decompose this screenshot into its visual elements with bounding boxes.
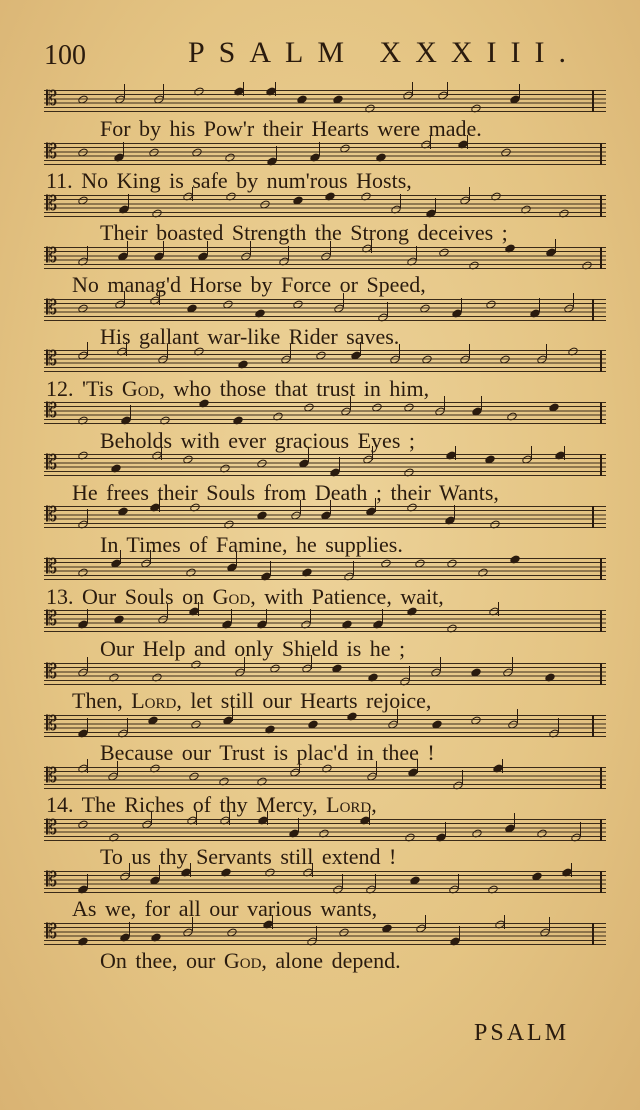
note-stem xyxy=(539,298,540,312)
lyric-line xyxy=(72,688,431,714)
page-number: 100 xyxy=(44,40,86,71)
music-note-icon xyxy=(487,884,499,895)
clef-icon: 𝄡 xyxy=(46,193,58,215)
note-stem xyxy=(382,609,383,623)
music-note-icon xyxy=(409,876,421,887)
divine-name: Lord xyxy=(326,792,372,817)
music-note-icon xyxy=(484,454,496,465)
music-note-icon xyxy=(419,304,431,315)
note-stem xyxy=(555,239,556,253)
verse-text: Our Help and only Shield is he ; xyxy=(100,636,406,661)
music-note-icon xyxy=(303,402,315,413)
music-note-icon xyxy=(403,467,415,478)
note-stem xyxy=(127,718,128,732)
music-note-icon xyxy=(159,415,171,426)
note-stem xyxy=(416,246,417,260)
note-stem xyxy=(469,344,470,358)
verse-text: 'Tis xyxy=(82,376,122,401)
bar-line xyxy=(600,767,602,789)
music-note-icon xyxy=(470,668,482,679)
music-note-icon xyxy=(431,720,443,731)
bar-line xyxy=(600,247,602,269)
divine-name: God xyxy=(121,376,160,401)
lyric-line xyxy=(72,272,426,298)
music-note-icon xyxy=(489,519,501,530)
note-stem xyxy=(459,926,460,940)
clef-icon: 𝄡 xyxy=(46,661,58,683)
music-note-icon xyxy=(151,672,163,683)
verse-text: In Times of Famine, he supplies. xyxy=(100,532,403,557)
note-stem xyxy=(504,915,505,929)
music-note-icon xyxy=(490,191,502,202)
note-stem xyxy=(87,609,88,623)
clef-icon: 𝄡 xyxy=(46,348,58,370)
music-note-icon xyxy=(77,936,89,947)
music-note-icon xyxy=(110,463,122,474)
music-note-icon xyxy=(226,928,238,939)
divine-name: God xyxy=(212,584,251,609)
music-note-icon xyxy=(269,663,281,674)
music-staff xyxy=(44,506,606,528)
clef-icon: 𝄡 xyxy=(46,921,58,943)
music-note-icon xyxy=(218,776,230,787)
verse-number: 13. xyxy=(46,584,74,609)
clef-icon: 𝄡 xyxy=(46,713,58,735)
music-note-icon xyxy=(148,148,160,159)
bar-line xyxy=(600,558,602,580)
music-note-icon xyxy=(364,103,376,114)
lyric-line xyxy=(100,948,401,974)
music-note-icon xyxy=(471,828,483,839)
clef-icon: 𝄡 xyxy=(46,141,58,163)
note-stem xyxy=(498,602,499,616)
note-stem xyxy=(276,146,277,160)
verse-text: No King is safe by num'rous Hosts, xyxy=(81,168,412,193)
music-note-icon xyxy=(339,143,351,154)
note-stem xyxy=(558,718,559,732)
music-note-icon xyxy=(446,623,458,634)
verse-number: 11. xyxy=(46,168,73,193)
music-staff xyxy=(44,90,606,112)
music-note-icon xyxy=(477,567,489,578)
bar-line xyxy=(600,143,602,165)
music-note-icon xyxy=(190,720,202,731)
note-stem xyxy=(444,396,445,410)
note-stem xyxy=(564,446,565,460)
music-note-icon xyxy=(182,454,194,465)
music-note-icon xyxy=(185,567,197,578)
note-stem xyxy=(462,770,463,784)
note-stem xyxy=(387,302,388,316)
verse-text: , xyxy=(371,792,377,817)
bar-line xyxy=(592,506,594,528)
bar-line xyxy=(600,454,602,476)
music-note-icon xyxy=(219,463,231,474)
note-stem xyxy=(461,298,462,312)
note-stem xyxy=(319,142,320,156)
verse-text: , who those that trust in him, xyxy=(159,376,430,401)
note-stem xyxy=(163,84,164,98)
note-stem xyxy=(128,194,129,208)
music-note-icon xyxy=(193,86,205,97)
note-stem xyxy=(454,505,455,519)
music-note-icon xyxy=(470,715,482,726)
verse-text: Beholds with ever gracious Eyes ; xyxy=(100,428,415,453)
music-note-icon xyxy=(224,152,236,163)
lyric-line xyxy=(100,844,396,870)
note-stem xyxy=(87,874,88,888)
note-stem xyxy=(123,142,124,156)
music-note-icon xyxy=(232,415,244,426)
music-note-icon xyxy=(256,776,268,787)
music-note-icon xyxy=(506,411,518,422)
clef-icon: 𝄡 xyxy=(46,400,58,422)
music-note-icon xyxy=(375,152,387,163)
clef-icon: 𝄡 xyxy=(46,297,58,319)
music-note-icon xyxy=(108,672,120,683)
music-note-icon xyxy=(332,95,344,106)
note-stem xyxy=(87,657,88,671)
music-note-icon xyxy=(77,148,89,159)
music-note-icon xyxy=(222,299,234,310)
note-stem xyxy=(409,666,410,680)
note-stem xyxy=(546,344,547,358)
page-header xyxy=(0,36,640,76)
music-staff xyxy=(44,454,606,476)
note-stem xyxy=(298,818,299,832)
note-stem xyxy=(447,82,448,96)
lyric-line xyxy=(72,480,499,506)
note-stem xyxy=(316,926,317,940)
music-note-icon xyxy=(77,95,89,106)
music-note-icon xyxy=(338,928,350,939)
music-note-icon xyxy=(520,204,532,215)
music-staff xyxy=(44,610,606,632)
note-stem xyxy=(580,822,581,836)
lyric-line xyxy=(100,116,482,142)
note-stem xyxy=(375,874,376,888)
music-note-icon xyxy=(500,148,512,159)
music-note-icon xyxy=(108,832,120,843)
bar-line xyxy=(592,923,594,945)
music-note-icon xyxy=(264,724,276,735)
music-note-icon xyxy=(256,511,268,522)
music-note-icon xyxy=(331,663,343,674)
verse-text: To us thy Servants still extend ! xyxy=(100,844,397,869)
music-note-icon xyxy=(223,519,235,530)
bar-line xyxy=(600,402,602,424)
clef-icon: 𝄡 xyxy=(46,869,58,891)
bar-line xyxy=(600,610,602,632)
music-staff xyxy=(44,715,606,737)
note-stem xyxy=(549,917,550,931)
note-stem xyxy=(87,509,88,523)
note-stem xyxy=(275,82,276,96)
note-stem xyxy=(400,194,401,208)
note-stem xyxy=(87,246,88,260)
verse-number: 12. xyxy=(46,376,74,401)
music-note-icon xyxy=(272,411,284,422)
bar-line xyxy=(600,350,602,372)
music-staff xyxy=(44,299,606,321)
music-note-icon xyxy=(77,195,89,206)
verse-text: Our Souls on xyxy=(82,584,213,609)
bar-line xyxy=(600,195,602,217)
catchword: PSALM xyxy=(474,1020,570,1046)
music-note-icon xyxy=(371,402,383,413)
music-staff xyxy=(44,195,606,217)
note-stem xyxy=(573,293,574,307)
clef-icon: 𝄡 xyxy=(46,88,58,110)
clef-icon: 𝄡 xyxy=(46,504,58,526)
music-note-icon xyxy=(438,247,450,258)
music-note-icon xyxy=(77,819,89,830)
note-stem xyxy=(517,709,518,723)
lyric-line xyxy=(100,220,508,246)
note-stem xyxy=(130,405,131,419)
note-stem xyxy=(266,609,267,623)
note-stem xyxy=(481,396,482,410)
music-staff xyxy=(44,923,606,945)
music-staff xyxy=(44,402,606,424)
clef-icon: 𝄡 xyxy=(46,608,58,630)
music-note-icon xyxy=(531,871,543,882)
music-note-icon xyxy=(404,832,416,843)
music-note-icon xyxy=(77,304,89,315)
bar-line xyxy=(592,90,594,112)
music-note-icon xyxy=(259,200,271,211)
note-stem xyxy=(270,561,271,575)
verse-text: For by his Pow'r their Hearts were made. xyxy=(100,116,482,141)
lyric-line xyxy=(46,792,377,818)
lyric-line xyxy=(72,896,377,922)
note-stem xyxy=(288,246,289,260)
note-stem xyxy=(339,457,340,471)
note-stem xyxy=(531,446,532,460)
note-stem xyxy=(435,198,436,212)
music-note-icon xyxy=(296,95,308,106)
music-note-icon xyxy=(292,299,304,310)
music-note-icon xyxy=(237,359,249,370)
music-note-icon xyxy=(150,932,162,943)
bar-line xyxy=(592,715,594,737)
music-note-icon xyxy=(558,208,570,219)
verse-text: He frees their Souls from Death ; their Wants, xyxy=(72,480,499,505)
verse-text: Because our Trust is plac'd in thee ! xyxy=(100,740,435,765)
note-stem xyxy=(342,874,343,888)
music-note-icon xyxy=(77,567,89,578)
bar-line xyxy=(600,871,602,893)
music-note-icon xyxy=(292,195,304,206)
music-note-icon xyxy=(186,304,198,315)
music-note-icon xyxy=(468,260,480,271)
music-note-icon xyxy=(536,828,548,839)
verse-text: As we, for all our various wants, xyxy=(72,896,378,921)
lyric-line xyxy=(100,740,435,766)
note-stem xyxy=(231,609,232,623)
note-stem xyxy=(519,84,520,98)
music-note-icon xyxy=(307,720,319,731)
bar-line xyxy=(600,663,602,685)
note-stem xyxy=(87,759,88,773)
music-note-icon xyxy=(381,923,393,934)
music-note-icon xyxy=(548,402,560,413)
clef-icon: 𝄡 xyxy=(46,556,58,578)
music-note-icon xyxy=(315,350,327,361)
note-stem xyxy=(124,84,125,98)
verse-text: No manag'd Horse by Force or Speed, xyxy=(72,272,426,297)
note-stem xyxy=(571,863,572,877)
verse-text: , with Patience, wait, xyxy=(250,584,444,609)
verse-text: , alone depend. xyxy=(261,948,401,973)
music-staff xyxy=(44,871,606,893)
lyric-line xyxy=(100,636,405,662)
music-note-icon xyxy=(147,715,159,726)
note-stem xyxy=(425,915,426,929)
verse-text: The Riches of thy Mercy, xyxy=(81,792,327,817)
note-stem xyxy=(310,609,311,623)
note-stem xyxy=(87,342,88,356)
verse-text: Their boasted Strength the Strong deceives ; xyxy=(100,220,508,245)
music-note-icon xyxy=(446,558,458,569)
music-note-icon xyxy=(77,415,89,426)
verse-text: On thee, our xyxy=(100,948,224,973)
music-note-icon xyxy=(341,619,353,630)
lyric-line xyxy=(46,584,444,610)
verse-text: Then, xyxy=(72,688,132,713)
music-note-icon xyxy=(113,615,125,626)
music-note-icon xyxy=(77,450,89,461)
music-note-icon xyxy=(470,103,482,114)
music-note-icon xyxy=(188,772,200,783)
note-stem xyxy=(445,822,446,836)
note-stem xyxy=(412,82,413,96)
note-stem xyxy=(455,446,456,460)
music-note-icon xyxy=(318,828,330,839)
music-staff xyxy=(44,558,606,580)
music-note-icon xyxy=(256,459,268,470)
verse-text: His gallant war-like Rider saves. xyxy=(100,324,400,349)
note-stem xyxy=(440,657,441,671)
clef-icon: 𝄡 xyxy=(46,452,58,474)
clef-icon: 𝄡 xyxy=(46,245,58,267)
music-note-icon xyxy=(544,672,556,683)
music-note-icon xyxy=(254,308,266,319)
divine-name: Lord xyxy=(131,688,177,713)
note-stem xyxy=(469,187,470,201)
music-note-icon xyxy=(567,346,579,357)
music-note-icon xyxy=(581,260,593,271)
music-note-icon xyxy=(367,672,379,683)
music-staff xyxy=(44,819,606,841)
verse-text: , let still our Hearts rejoice, xyxy=(176,688,432,713)
music-staff xyxy=(44,247,606,269)
music-note-icon xyxy=(403,402,415,413)
lyric-line xyxy=(46,376,429,402)
bar-line xyxy=(592,299,594,321)
note-stem xyxy=(514,813,515,827)
note-stem xyxy=(502,759,503,773)
running-head: PSALM XXXIII. xyxy=(188,36,580,69)
music-note-icon xyxy=(301,567,313,578)
music-note-icon xyxy=(380,558,392,569)
music-note-icon xyxy=(509,554,521,565)
music-note-icon xyxy=(421,355,433,366)
music-staff xyxy=(44,143,606,165)
music-staff xyxy=(44,350,606,372)
music-note-icon xyxy=(414,558,426,569)
lyric-line xyxy=(100,532,403,558)
clef-icon: 𝄡 xyxy=(46,817,58,839)
bar-line xyxy=(600,819,602,841)
music-note-icon xyxy=(151,208,163,219)
music-note-icon xyxy=(499,355,511,366)
music-note-icon xyxy=(191,148,203,159)
note-stem xyxy=(129,922,130,936)
verse-number: 14. xyxy=(46,792,74,817)
lyric-line xyxy=(100,324,399,350)
music-staff xyxy=(44,767,606,789)
music-staff xyxy=(44,663,606,685)
note-stem xyxy=(243,82,244,96)
lyric-line xyxy=(46,168,412,194)
music-note-icon xyxy=(117,506,129,517)
lyric-line xyxy=(100,428,415,454)
note-stem xyxy=(512,657,513,671)
music-note-icon xyxy=(485,299,497,310)
note-stem xyxy=(353,561,354,575)
note-stem xyxy=(87,718,88,732)
divine-name: God xyxy=(223,948,262,973)
clef-icon: 𝄡 xyxy=(46,765,58,787)
note-stem xyxy=(458,874,459,888)
